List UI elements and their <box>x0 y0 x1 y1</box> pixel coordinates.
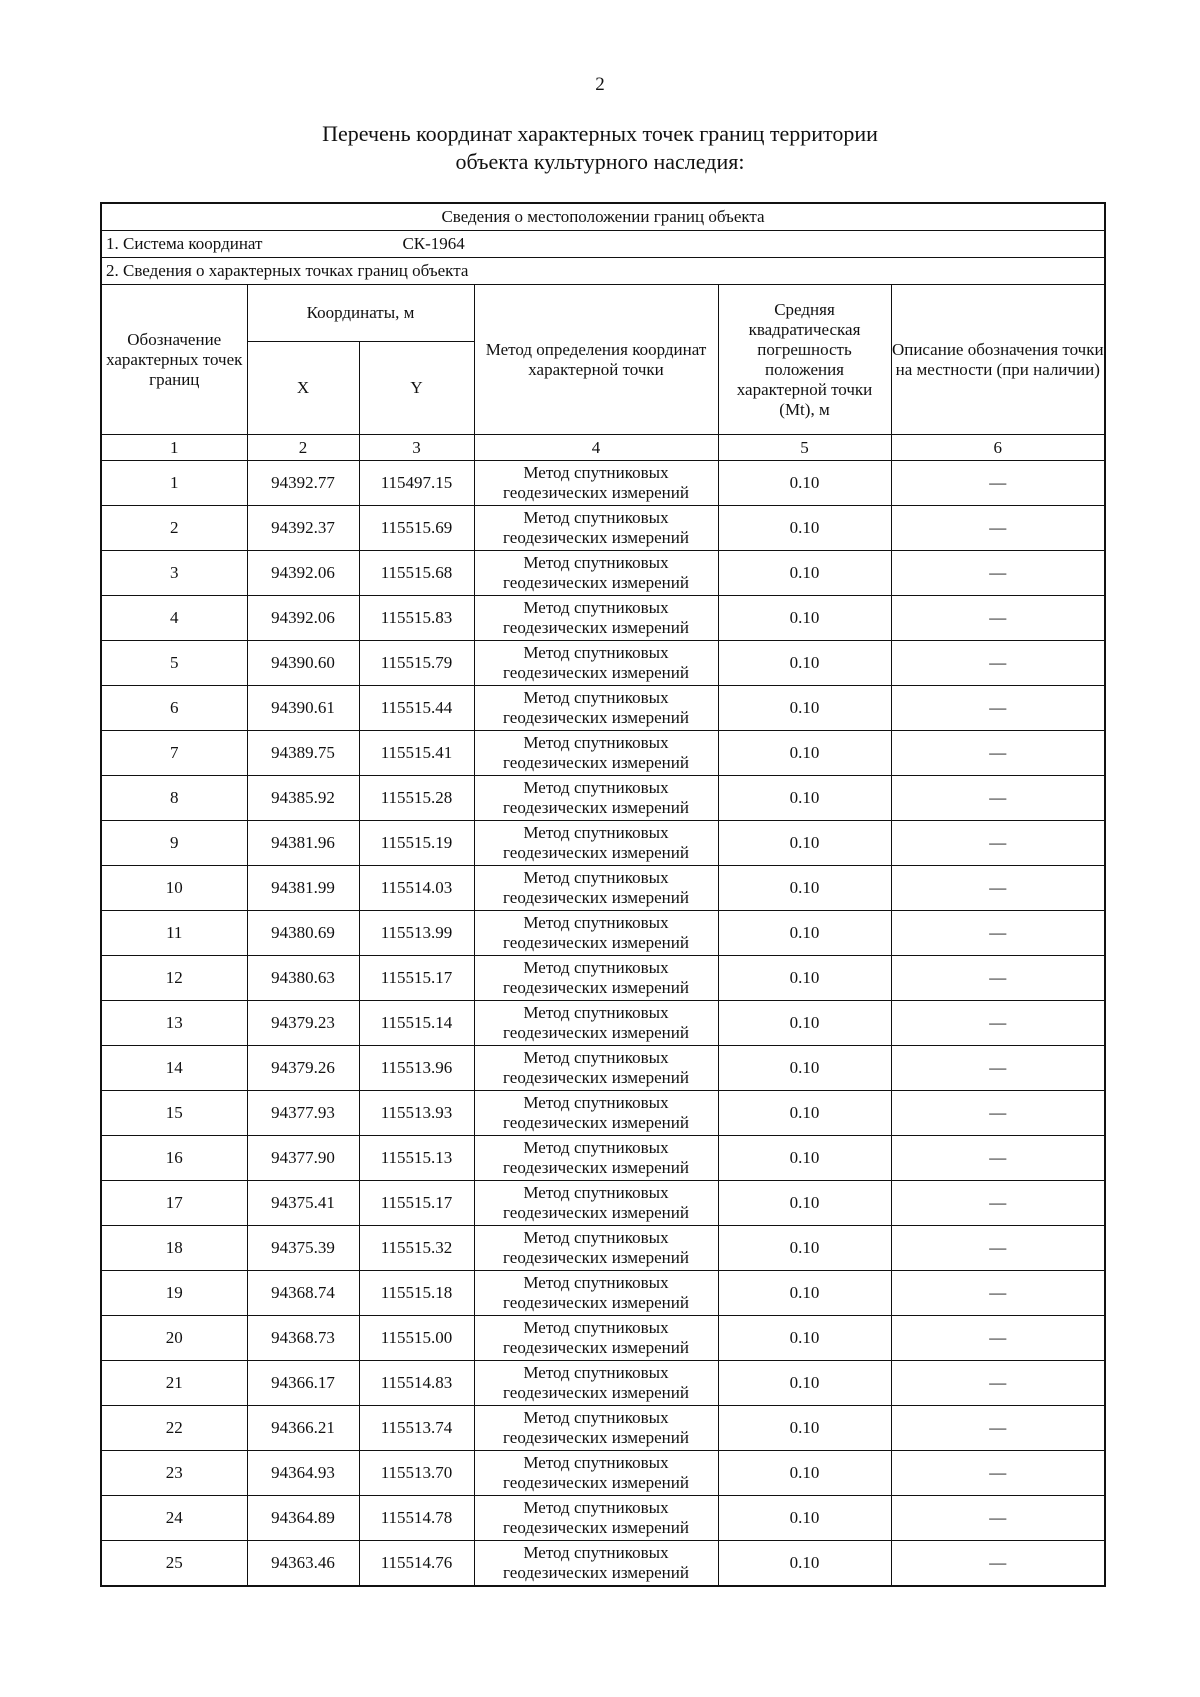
col-header-coordinates: Координаты, м <box>247 285 474 342</box>
cell-point-number: 16 <box>101 1136 247 1181</box>
method-line2: геодезических измерений <box>503 528 689 547</box>
method-line1: Метод спутниковых <box>523 1408 669 1427</box>
cell-x: 94364.89 <box>247 1496 359 1541</box>
method-line1: Метод спутниковых <box>523 508 669 527</box>
cell-x: 94380.63 <box>247 956 359 1001</box>
cell-x: 94379.26 <box>247 1046 359 1091</box>
cell-mt: 0.10 <box>718 1406 891 1451</box>
cell-point-number: 11 <box>101 911 247 956</box>
table-row <box>101 1316 1105 1361</box>
cell-point-number: 6 <box>101 686 247 731</box>
cell-method <box>474 1181 718 1226</box>
cell-description: — <box>891 821 1105 866</box>
coord-system-value: СК-1964 <box>402 234 465 253</box>
table-row <box>101 821 1105 866</box>
method-line2: геодезических измерений <box>503 1563 689 1582</box>
cell-point-number: 4 <box>101 596 247 641</box>
cell-description: — <box>891 461 1105 506</box>
cell-x: 94375.41 <box>247 1181 359 1226</box>
cell-point-number: 24 <box>101 1496 247 1541</box>
cell-y: 115513.96 <box>359 1046 474 1091</box>
cell-description: — <box>891 686 1105 731</box>
table-row <box>101 1136 1105 1181</box>
cell-y: 115514.76 <box>359 1541 474 1587</box>
method-line1: Метод спутниковых <box>523 1048 669 1067</box>
coordinates-table <box>100 202 1106 1587</box>
method-line2: геодезических измерений <box>503 888 689 907</box>
method-line2: геодезических измерений <box>503 933 689 952</box>
method-line1: Метод спутниковых <box>523 1498 669 1517</box>
cell-description: — <box>891 731 1105 776</box>
cell-y: 115515.41 <box>359 731 474 776</box>
cell-mt: 0.10 <box>718 821 891 866</box>
cell-point-number: 12 <box>101 956 247 1001</box>
cell-point-number: 20 <box>101 1316 247 1361</box>
cell-y: 115513.93 <box>359 1091 474 1136</box>
table-row <box>101 1181 1105 1226</box>
table-row <box>101 911 1105 956</box>
method-line2: геодезических измерений <box>503 1518 689 1537</box>
method-line1: Метод спутниковых <box>523 823 669 842</box>
table-row <box>101 776 1105 821</box>
cell-method <box>474 911 718 956</box>
cell-mt: 0.10 <box>718 551 891 596</box>
table-row <box>101 956 1105 1001</box>
cell-description: — <box>891 1361 1105 1406</box>
col-number-6: 6 <box>891 435 1105 461</box>
cell-x: 94390.60 <box>247 641 359 686</box>
cell-x: 94380.69 <box>247 911 359 956</box>
method-line2: геодезических измерений <box>503 978 689 997</box>
cell-mt: 0.10 <box>718 1316 891 1361</box>
document-title-line1: Перечень координат характерных точек границ территории <box>322 121 878 146</box>
coord-system-label: 1. Система координат <box>106 234 263 253</box>
cell-description: — <box>891 956 1105 1001</box>
cell-method <box>474 821 718 866</box>
cell-method <box>474 731 718 776</box>
col-header-error: Средняя квадратическая погрешность положения характерной точки (Mt), м <box>718 285 891 435</box>
cell-y: 115515.17 <box>359 1181 474 1226</box>
cell-mt: 0.10 <box>718 911 891 956</box>
col-number-3: 3 <box>359 435 474 461</box>
cell-y: 115515.19 <box>359 821 474 866</box>
cell-description: — <box>891 1496 1105 1541</box>
method-line2: геодезических измерений <box>503 1158 689 1177</box>
cell-method <box>474 866 718 911</box>
method-line2: геодезических измерений <box>503 1293 689 1312</box>
col-header-designation: Обозначение характерных точек границ <box>101 285 247 435</box>
cell-y: 115515.44 <box>359 686 474 731</box>
method-line2: геодезических измерений <box>503 1428 689 1447</box>
method-line1: Метод спутниковых <box>523 463 669 482</box>
method-line2: геодезических измерений <box>503 618 689 637</box>
table-row <box>101 866 1105 911</box>
method-line2: геодезических измерений <box>503 1023 689 1042</box>
cell-x: 94366.21 <box>247 1406 359 1451</box>
cell-point-number: 22 <box>101 1406 247 1451</box>
table-row <box>101 1271 1105 1316</box>
cell-point-number: 17 <box>101 1181 247 1226</box>
method-line2: геодезических измерений <box>503 1068 689 1087</box>
method-line1: Метод спутниковых <box>523 1453 669 1472</box>
cell-x: 94377.90 <box>247 1136 359 1181</box>
cell-method <box>474 1361 718 1406</box>
cell-point-number: 8 <box>101 776 247 821</box>
cell-mt: 0.10 <box>718 1541 891 1587</box>
cell-y: 115515.00 <box>359 1316 474 1361</box>
cell-method <box>474 1541 718 1587</box>
method-line1: Метод спутниковых <box>523 553 669 572</box>
cell-description: — <box>891 1271 1105 1316</box>
cell-point-number: 15 <box>101 1091 247 1136</box>
cell-description: — <box>891 1451 1105 1496</box>
cell-y: 115515.83 <box>359 596 474 641</box>
method-line2: геодезических измерений <box>503 1383 689 1402</box>
cell-y: 115515.17 <box>359 956 474 1001</box>
method-line2: геодезических измерений <box>503 1473 689 1492</box>
cell-mt: 0.10 <box>718 1496 891 1541</box>
cell-x: 94364.93 <box>247 1451 359 1496</box>
cell-x: 94392.77 <box>247 461 359 506</box>
table-row <box>101 641 1105 686</box>
cell-method <box>474 686 718 731</box>
cell-x: 94379.23 <box>247 1001 359 1046</box>
cell-description: — <box>891 911 1105 956</box>
method-line1: Метод спутниковых <box>523 1183 669 1202</box>
table-row <box>101 461 1105 506</box>
cell-mt: 0.10 <box>718 1451 891 1496</box>
method-line1: Метод спутниковых <box>523 913 669 932</box>
cell-point-number: 2 <box>101 506 247 551</box>
cell-point-number: 18 <box>101 1226 247 1271</box>
cell-y: 115515.18 <box>359 1271 474 1316</box>
cell-description: — <box>891 596 1105 641</box>
col-header-method: Метод определения координат характерной точки <box>474 285 718 435</box>
cell-mt: 0.10 <box>718 686 891 731</box>
col-header-y: Y <box>359 342 474 435</box>
method-line2: геодезических измерений <box>503 753 689 772</box>
cell-method <box>474 1496 718 1541</box>
cell-description: — <box>891 641 1105 686</box>
cell-x: 94390.61 <box>247 686 359 731</box>
method-line1: Метод спутниковых <box>523 778 669 797</box>
method-line2: геодезических измерений <box>503 1248 689 1267</box>
col-number-5: 5 <box>718 435 891 461</box>
cell-method <box>474 956 718 1001</box>
cell-mt: 0.10 <box>718 776 891 821</box>
document-title <box>0 120 1200 176</box>
cell-point-number: 5 <box>101 641 247 686</box>
method-line2: геодезических измерений <box>503 663 689 682</box>
method-line1: Метод спутниковых <box>523 1093 669 1112</box>
method-line1: Метод спутниковых <box>523 688 669 707</box>
cell-mt: 0.10 <box>718 461 891 506</box>
cell-method <box>474 1001 718 1046</box>
cell-description: — <box>891 1136 1105 1181</box>
table-row <box>101 1406 1105 1451</box>
cell-description: — <box>891 1001 1105 1046</box>
page-number: 2 <box>595 74 605 95</box>
cell-description: — <box>891 1226 1105 1271</box>
cell-mt: 0.10 <box>718 1136 891 1181</box>
cell-method <box>474 641 718 686</box>
cell-x: 94389.75 <box>247 731 359 776</box>
cell-y: 115514.03 <box>359 866 474 911</box>
cell-description: — <box>891 1316 1105 1361</box>
cell-method <box>474 1406 718 1451</box>
cell-mt: 0.10 <box>718 956 891 1001</box>
method-line2: геодезических измерений <box>503 843 689 862</box>
cell-y: 115515.32 <box>359 1226 474 1271</box>
table-row <box>101 1451 1105 1496</box>
method-line1: Метод спутниковых <box>523 958 669 977</box>
table-row <box>101 1226 1105 1271</box>
cell-method <box>474 1226 718 1271</box>
cell-x: 94368.74 <box>247 1271 359 1316</box>
cell-point-number: 7 <box>101 731 247 776</box>
cell-method <box>474 506 718 551</box>
cell-y: 115515.28 <box>359 776 474 821</box>
table-row <box>101 731 1105 776</box>
table-row <box>101 1541 1105 1587</box>
cell-y: 115515.79 <box>359 641 474 686</box>
cell-point-number: 1 <box>101 461 247 506</box>
table-row <box>101 596 1105 641</box>
cell-point-number: 21 <box>101 1361 247 1406</box>
method-line2: геодезических измерений <box>503 1338 689 1357</box>
cell-method <box>474 1316 718 1361</box>
method-line2: геодезических измерений <box>503 708 689 727</box>
cell-x: 94385.92 <box>247 776 359 821</box>
cell-point-number: 9 <box>101 821 247 866</box>
cell-mt: 0.10 <box>718 596 891 641</box>
cell-mt: 0.10 <box>718 866 891 911</box>
coord-system-row <box>101 231 1105 258</box>
cell-description: — <box>891 1541 1105 1587</box>
cell-y: 115513.70 <box>359 1451 474 1496</box>
method-line1: Метод спутниковых <box>523 643 669 662</box>
cell-mt: 0.10 <box>718 1001 891 1046</box>
method-line1: Метод спутниковых <box>523 1318 669 1337</box>
method-line1: Метод спутниковых <box>523 733 669 752</box>
cell-point-number: 14 <box>101 1046 247 1091</box>
cell-point-number: 19 <box>101 1271 247 1316</box>
cell-x: 94392.06 <box>247 551 359 596</box>
method-line1: Метод спутниковых <box>523 1138 669 1157</box>
cell-x: 94368.73 <box>247 1316 359 1361</box>
cell-y: 115514.83 <box>359 1361 474 1406</box>
method-line1: Метод спутниковых <box>523 1228 669 1247</box>
cell-method <box>474 776 718 821</box>
table-row <box>101 506 1105 551</box>
cell-mt: 0.10 <box>718 506 891 551</box>
cell-description: — <box>891 1046 1105 1091</box>
cell-method <box>474 1136 718 1181</box>
cell-description: — <box>891 1406 1105 1451</box>
table-row <box>101 1496 1105 1541</box>
cell-mt: 0.10 <box>718 1226 891 1271</box>
cell-method <box>474 1451 718 1496</box>
cell-description: — <box>891 551 1105 596</box>
cell-y: 115497.15 <box>359 461 474 506</box>
method-line2: геодезических измерений <box>503 483 689 502</box>
cell-x: 94377.93 <box>247 1091 359 1136</box>
table-row <box>101 1046 1105 1091</box>
cell-y: 115515.14 <box>359 1001 474 1046</box>
cell-y: 115515.13 <box>359 1136 474 1181</box>
cell-point-number: 3 <box>101 551 247 596</box>
cell-point-number: 13 <box>101 1001 247 1046</box>
cell-description: — <box>891 506 1105 551</box>
table-row <box>101 551 1105 596</box>
cell-y: 115515.69 <box>359 506 474 551</box>
method-line2: геодезических измерений <box>503 1113 689 1132</box>
cell-x: 94381.99 <box>247 866 359 911</box>
cell-point-number: 10 <box>101 866 247 911</box>
cell-point-number: 23 <box>101 1451 247 1496</box>
cell-method <box>474 551 718 596</box>
method-line2: геодезических измерений <box>503 573 689 592</box>
table-row <box>101 686 1105 731</box>
cell-description: — <box>891 776 1105 821</box>
points-header: 2. Сведения о характерных точках границ объекта <box>101 258 1105 285</box>
method-line1: Метод спутниковых <box>523 1003 669 1022</box>
method-line1: Метод спутниковых <box>523 1273 669 1292</box>
cell-mt: 0.10 <box>718 1361 891 1406</box>
cell-method <box>474 1046 718 1091</box>
cell-method <box>474 1091 718 1136</box>
cell-y: 115515.68 <box>359 551 474 596</box>
col-header-x: X <box>247 342 359 435</box>
cell-y: 115513.99 <box>359 911 474 956</box>
method-line1: Метод спутниковых <box>523 1363 669 1382</box>
cell-mt: 0.10 <box>718 1271 891 1316</box>
cell-x: 94375.39 <box>247 1226 359 1271</box>
cell-y: 115513.74 <box>359 1406 474 1451</box>
cell-mt: 0.10 <box>718 731 891 776</box>
cell-description: — <box>891 1181 1105 1226</box>
cell-point-number: 25 <box>101 1541 247 1587</box>
cell-method <box>474 1271 718 1316</box>
method-line2: геодезических измерений <box>503 798 689 817</box>
document-title-line2: объекта культурного наследия: <box>455 149 745 174</box>
cell-x: 94363.46 <box>247 1541 359 1587</box>
col-number-2: 2 <box>247 435 359 461</box>
cell-x: 94381.96 <box>247 821 359 866</box>
table-row <box>101 1361 1105 1406</box>
section-header: Сведения о местоположении границ объекта <box>101 203 1105 231</box>
cell-mt: 0.10 <box>718 1091 891 1136</box>
cell-method <box>474 461 718 506</box>
col-header-description: Описание обозначения точки на местности (при наличии) <box>891 285 1105 435</box>
cell-x: 94392.06 <box>247 596 359 641</box>
table-row <box>101 1091 1105 1136</box>
col-number-4: 4 <box>474 435 718 461</box>
cell-x: 94366.17 <box>247 1361 359 1406</box>
method-line1: Метод спутниковых <box>523 598 669 617</box>
method-line2: геодезических измерений <box>503 1203 689 1222</box>
cell-mt: 0.10 <box>718 1046 891 1091</box>
cell-mt: 0.10 <box>718 1181 891 1226</box>
cell-method <box>474 596 718 641</box>
cell-description: — <box>891 1091 1105 1136</box>
method-line1: Метод спутниковых <box>523 868 669 887</box>
cell-mt: 0.10 <box>718 641 891 686</box>
cell-y: 115514.78 <box>359 1496 474 1541</box>
col-number-1: 1 <box>101 435 247 461</box>
table-row <box>101 1001 1105 1046</box>
cell-x: 94392.37 <box>247 506 359 551</box>
cell-description: — <box>891 866 1105 911</box>
method-line1: Метод спутниковых <box>523 1543 669 1562</box>
